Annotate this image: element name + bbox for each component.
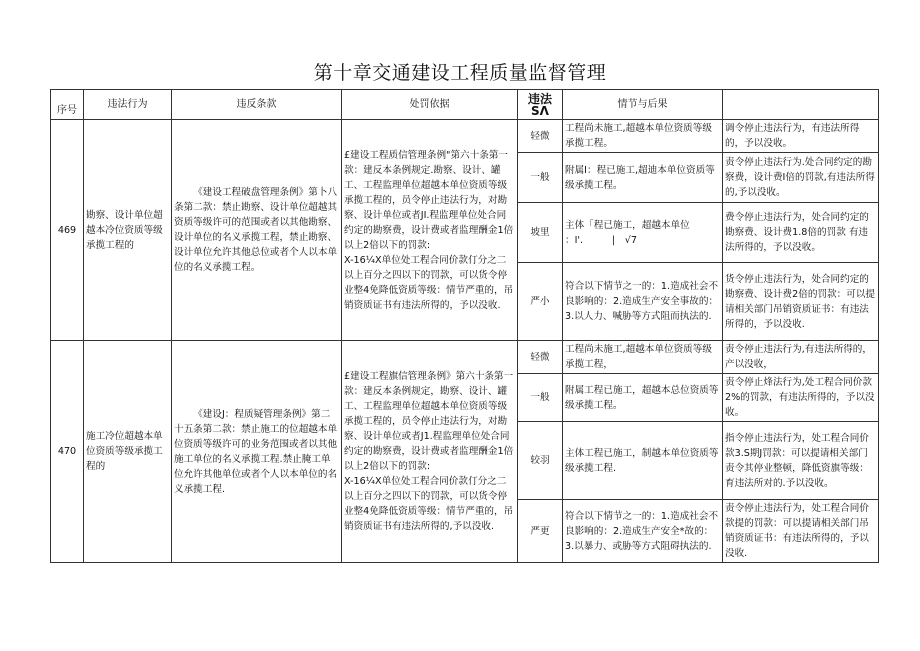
penalty-text: 责令停止违法行为,有违法所得的，产以没收， [723,341,879,374]
header-level: 违法 SΛ [518,90,563,120]
violated-clause: 《建设工程破盘管理条例》第卜八条第二款：禁止勘察、设计单位超越其资质等级许可的范围或者以其他勘察、设计单位的名义承揽工程，禁止勘察、设计单位允许其他总位或者个人以本单位的名义承揽工程。 [172,120,342,341]
penalty-text: 调令停止违法行为，有违法所得的，予以没收。 [723,120,879,153]
violated-clause: 《建设J：程质疑管理条例》第二十五条第二款：禁止施工的位超越本单位资质等级许可的业务范围或者以其他施工单位的名义承揽工程.禁止腌工单位允许其他单位或者个人以本单位的名义承揽工程. [172,341,342,563]
header-law: 违反条款 [172,90,342,120]
penalty-text: 责令停止违法行为，处工程合同价款提的罚款：可以提请相关部门吊销资质证书：有违法所得的，予以没收. [723,500,879,563]
violation-act: 勘察、设计单位超越本冷位资质等级承揽工程的 [84,120,172,341]
severity-level: 严更 [518,500,563,563]
severity-level: 轻微 [518,120,563,153]
severity-level: 严小 [518,263,563,341]
circumstance-text: 符合以下情节之一的：1.造成社会不良影响的：2.造成生产安全*故的：3.以暴力、或胁等方式阻碍执法的. [563,500,723,563]
table-row [51,120,879,153]
circumstance-text: 符合以下情节之一的：1.造成社会不良影响的：2.造成生产安全事故的：3.以人力、喊胁等方式阻而执法的. [563,263,723,341]
circumstance-text: 工程尚未施工,超越本单位资质等级承揽工程， [563,341,723,374]
severity-level: 轻微 [518,341,563,374]
table-row [51,341,879,374]
row-number: 469 [51,120,84,341]
circumstance-text: 主体「程已施工，超越本单位 ：I'. | √7 [563,203,723,263]
penalty-text: 货令停止违法行为，处合同约定的勘察费、设计费2倍的罚款：可以提请相关部门吊销资质证书：有违法所得的，予以没收. [723,263,879,341]
severity-level: 一般 [518,153,563,203]
circumstance-text: 主体工程已施工，制越本单位资质等级承揽工程. [563,422,723,500]
header-no: 序号 [51,90,84,120]
header-act: 违法行为 [84,90,172,120]
penalty-text: 费令停止违法行为，处合同约定的勘察费、设计费1.8倍的罚款 有违法所得的，予以没收。 [723,203,879,263]
severity-level: 坡里 [518,203,563,263]
penalty-text: 责令停止烽法行为,处工程合同价款2%的罚款，有违法所得的，予以没收。 [723,374,879,422]
circumstance-text: 附属I：程已施工,超迪本单位资质等级承揽工程。 [563,153,723,203]
header-row [51,90,879,120]
severity-level: 一般 [518,374,563,422]
page-title: 第十章交通建设工程质量监督管理 [313,62,607,84]
header-circumstance: 情节与后果 [563,90,723,120]
penalty-basis: £建设工程旗信管理条例》第六十条第一款：建反本条例规定，勘察、设计、罐工、工程监理单位超越本单位资质等级承揽工程的，员令停止违法行为，对勘察、设计单位或者J1.程监理单位处合同约定的勘察费，设计费或者监理酬金1倍以上2倍以下的罚款: X-16¼X单位处工程合同价款仃分之二以上百分之四以下的罚款，可以货令停业整4免降低资质等级：情节严重的，吊销资质证书有违法所得的,予以没收. [342,341,518,563]
header-basis: 处罚依据 [342,90,518,120]
header-penalty [723,90,879,120]
circumstance-text: 附属工程已施工，超越本总位资质等级承揽工程。 [563,374,723,422]
violation-act: 施工冷位超越本单位资质等级承揽工程的 [84,341,172,563]
penalty-basis: £建设工程质信管理条例"第六十条第一款：建反本条例规定.勘察、设计、罐工、工程监理单位超越本单位资质等级承揽工程的，员令停止违法行为，对勘察、设计单位或者JI.程监理单位处合同约定的勘察费，设计费或者监理酬金1倍以上2倍以下的罚款: X-16¼X单位处工程合同价款仃分之二以上百分之四以下的罚款，可以货令停业整4免降低资质等级：情节严重的，吊销资质证书有违法所得的，予以没收. [342,120,518,341]
circumstance-text: 工程尚未施工,超越本单位资质等级承揽工程。 [563,120,723,153]
penalty-text: 指令停止违法行为，处工程合同价款3.S期J罚款：可以提请相关部门责令其停业整顿，降低资旗等级：育违法所对的.予以没收。 [723,422,879,500]
severity-level: 较羽 [518,422,563,500]
row-number: 470 [51,341,84,563]
penalty-table [50,89,879,563]
penalty-text: 责令停止违法行为.处合同约定的勘察费，设计费I倍的罚款,有违法所得的,予以没收。 [723,153,879,203]
